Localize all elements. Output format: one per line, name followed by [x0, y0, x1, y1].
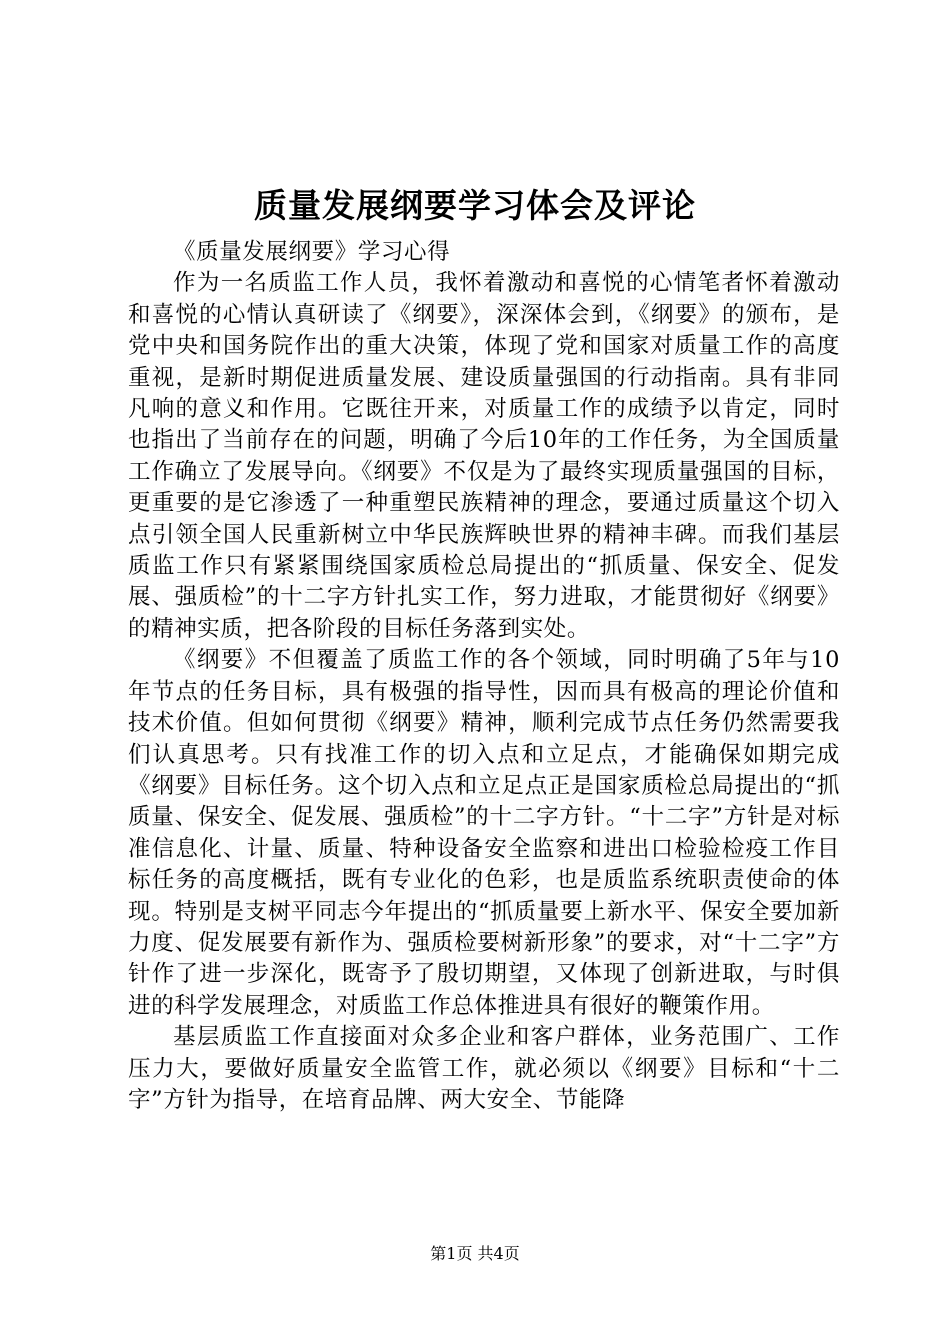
paragraph: 基层质监工作直接面对众多企业和客户群体，业务范围广、工作压力大，要做好质量安全监管工作，就必须以《纲要》目标和“十二字”方针为指导，在培育品牌、两大安全、节能降 — [128, 1024, 840, 1113]
paragraph: 《纲要》不但覆盖了质监工作的各个领域，同时明确了5年与10年节点的任务目标，具有极强的指导性，因而具有极高的理论价值和技术价值。但如何贯彻《纲要》精神，顺利完成节点任务仍然需要我们认真思考。只有找准工作的切入点和立足点，才能确保如期完成《纲要》目标任务。这个切入点和立足点正是国家质检总局提出的“抓质量、保安全、促发展、强质检”的十二字方针。“十二字”方针是对标准信息化、计量、质量、特种设备安全监察和进出口检验检疫工作目标任务的高度概括，既有专业化的色彩，也是质监系统职责使命的体现。特别是支树平同志今年提出的“抓质量要上新水平、保安全要加新力度、促发展要有新作为、强质检要树新形象”的要求，对“十二字”方针作了进一步深化，既寄予了殷切期望，又体现了创新进取，与时俱进的科学发展理念，对质监工作总体推进具有很好的鞭策作用。 — [128, 647, 840, 1019]
page-footer: 第1页 共4页 — [430, 1244, 520, 1263]
document-body — [128, 237, 840, 1116]
paragraph: 作为一名质监工作人员，我怀着激动和喜悦的心情笔者怀着激动和喜悦的心情认真研读了《纲要》，深深体会到，《纲要》的颁布，是党中央和国务院作出的重大决策，体现了党和国家对质量工作的高度重视，是新时期促进质量发展、建设质量强国的行动指南。具有非同凡响的意义和作用。它既往开来，对质量工作的成绩予以肯定，同时也指出了当前存在的问题，明确了今后10年的工作任务，为全国质量工作确立了发展导向。《纲要》不仅是为了最终实现质量强国的目标，更重要的是它渗透了一种重塑民族精神的理念，要通过质量这个切入点引领全国人民重新树立中华民族辉映世界的精神丰碑。而我们基层质监工作只有紧紧围绕国家质检总局提出的“抓质量、保安全、促发展、强质检”的十二字方针扎实工作，努力进取，才能贯彻好《纲要》的精神实质，把各阶段的目标任务落到实处。 — [128, 270, 840, 642]
paragraph-subtitle: 《质量发展纲要》学习心得 — [173, 239, 451, 265]
document-title: 质量发展纲要学习体会及评论 — [254, 186, 696, 225]
